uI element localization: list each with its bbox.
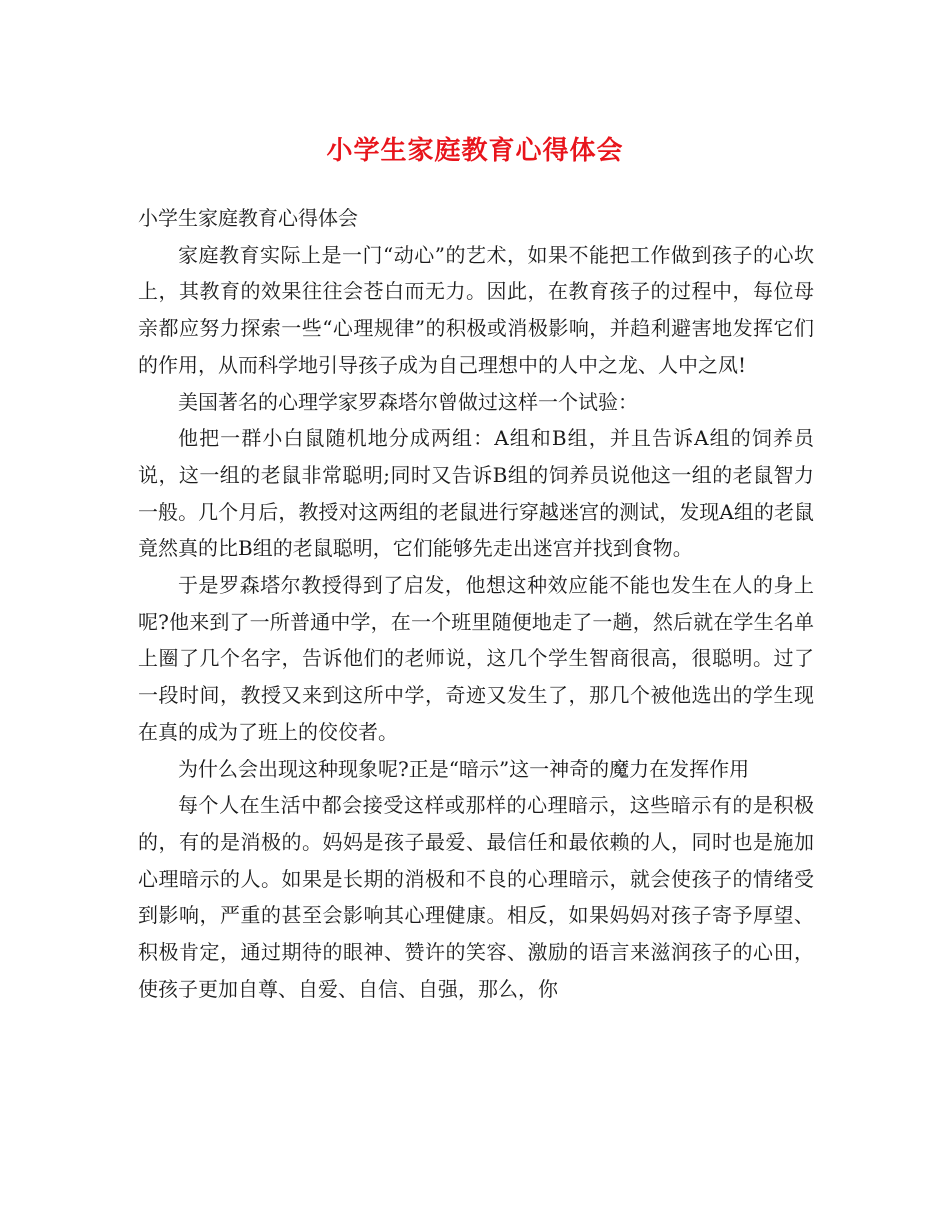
paragraph: 家庭教育实际上是一门“动心”的艺术，如果不能把工作做到孩子的心坎上，其教育的效果往往会苍白而无力。因此，在教育孩子的过程中，每位母亲都应努力探索一些“心理规律”的积极或消极影响，并趋利避害地发挥它们的作用，从而科学地引导孩子成为自己理想中的人中之龙、人中之凤! <box>138 242 814 377</box>
paragraph: 他把一群小白鼠随机地分成两组：A组和B组，并且告诉A组的饲养员说，这一组的老鼠非常聪明;同时又告诉B组的饲养员说他这一组的老鼠智力一般。几个月后，教授对这两组的老鼠进行穿越迷宫的测试，发现A组的老鼠竟然真的比B组的老鼠聪明，它们能够先走出迷宫并找到食物。 <box>138 426 814 561</box>
paragraph-heading: 小学生家庭教育心得体会 <box>138 206 358 230</box>
paragraph: 美国著名的心理学家罗森塔尔曾做过这样一个试验： <box>178 389 638 414</box>
paragraph: 为什么会出现这种现象呢?正是“暗示”这一神奇的魔力在发挥作用 <box>178 756 750 781</box>
paragraph: 于是罗森塔尔教授得到了启发，他想这种效应能不能也发生在人的身上呢?他来到了一所普通中学，在一个班里随便地走了一趟，然后就在学生名单上圈了几个名字，告诉他们的老师说，这几个学生智商很高，很聪明。过了一段时间，教授又来到这所中学，奇迹又发生了，那几个被他选出的学生现在真的成为了班上的佼佼者。 <box>138 573 814 744</box>
document-body <box>138 200 814 1007</box>
document-title: 小学生家庭教育心得体会 <box>326 136 624 166</box>
paragraph: 每个人在生活中都会接受这样或那样的心理暗示，这些暗示有的是积极的，有的是消极的。妈妈是孩子最爱、最信任和最依赖的人，同时也是施加心理暗示的人。如果是长期的消极和不良的心理暗示，就会使孩子的情绪受到影响，严重的甚至会影响其心理健康。相反，如果妈妈对孩子寄予厚望、积极肯定，通过期待的眼神、赞许的笑容、激励的语言来滋润孩子的心田，使孩子更加自尊、自爱、自信、自强，那么，你 <box>138 793 814 1001</box>
